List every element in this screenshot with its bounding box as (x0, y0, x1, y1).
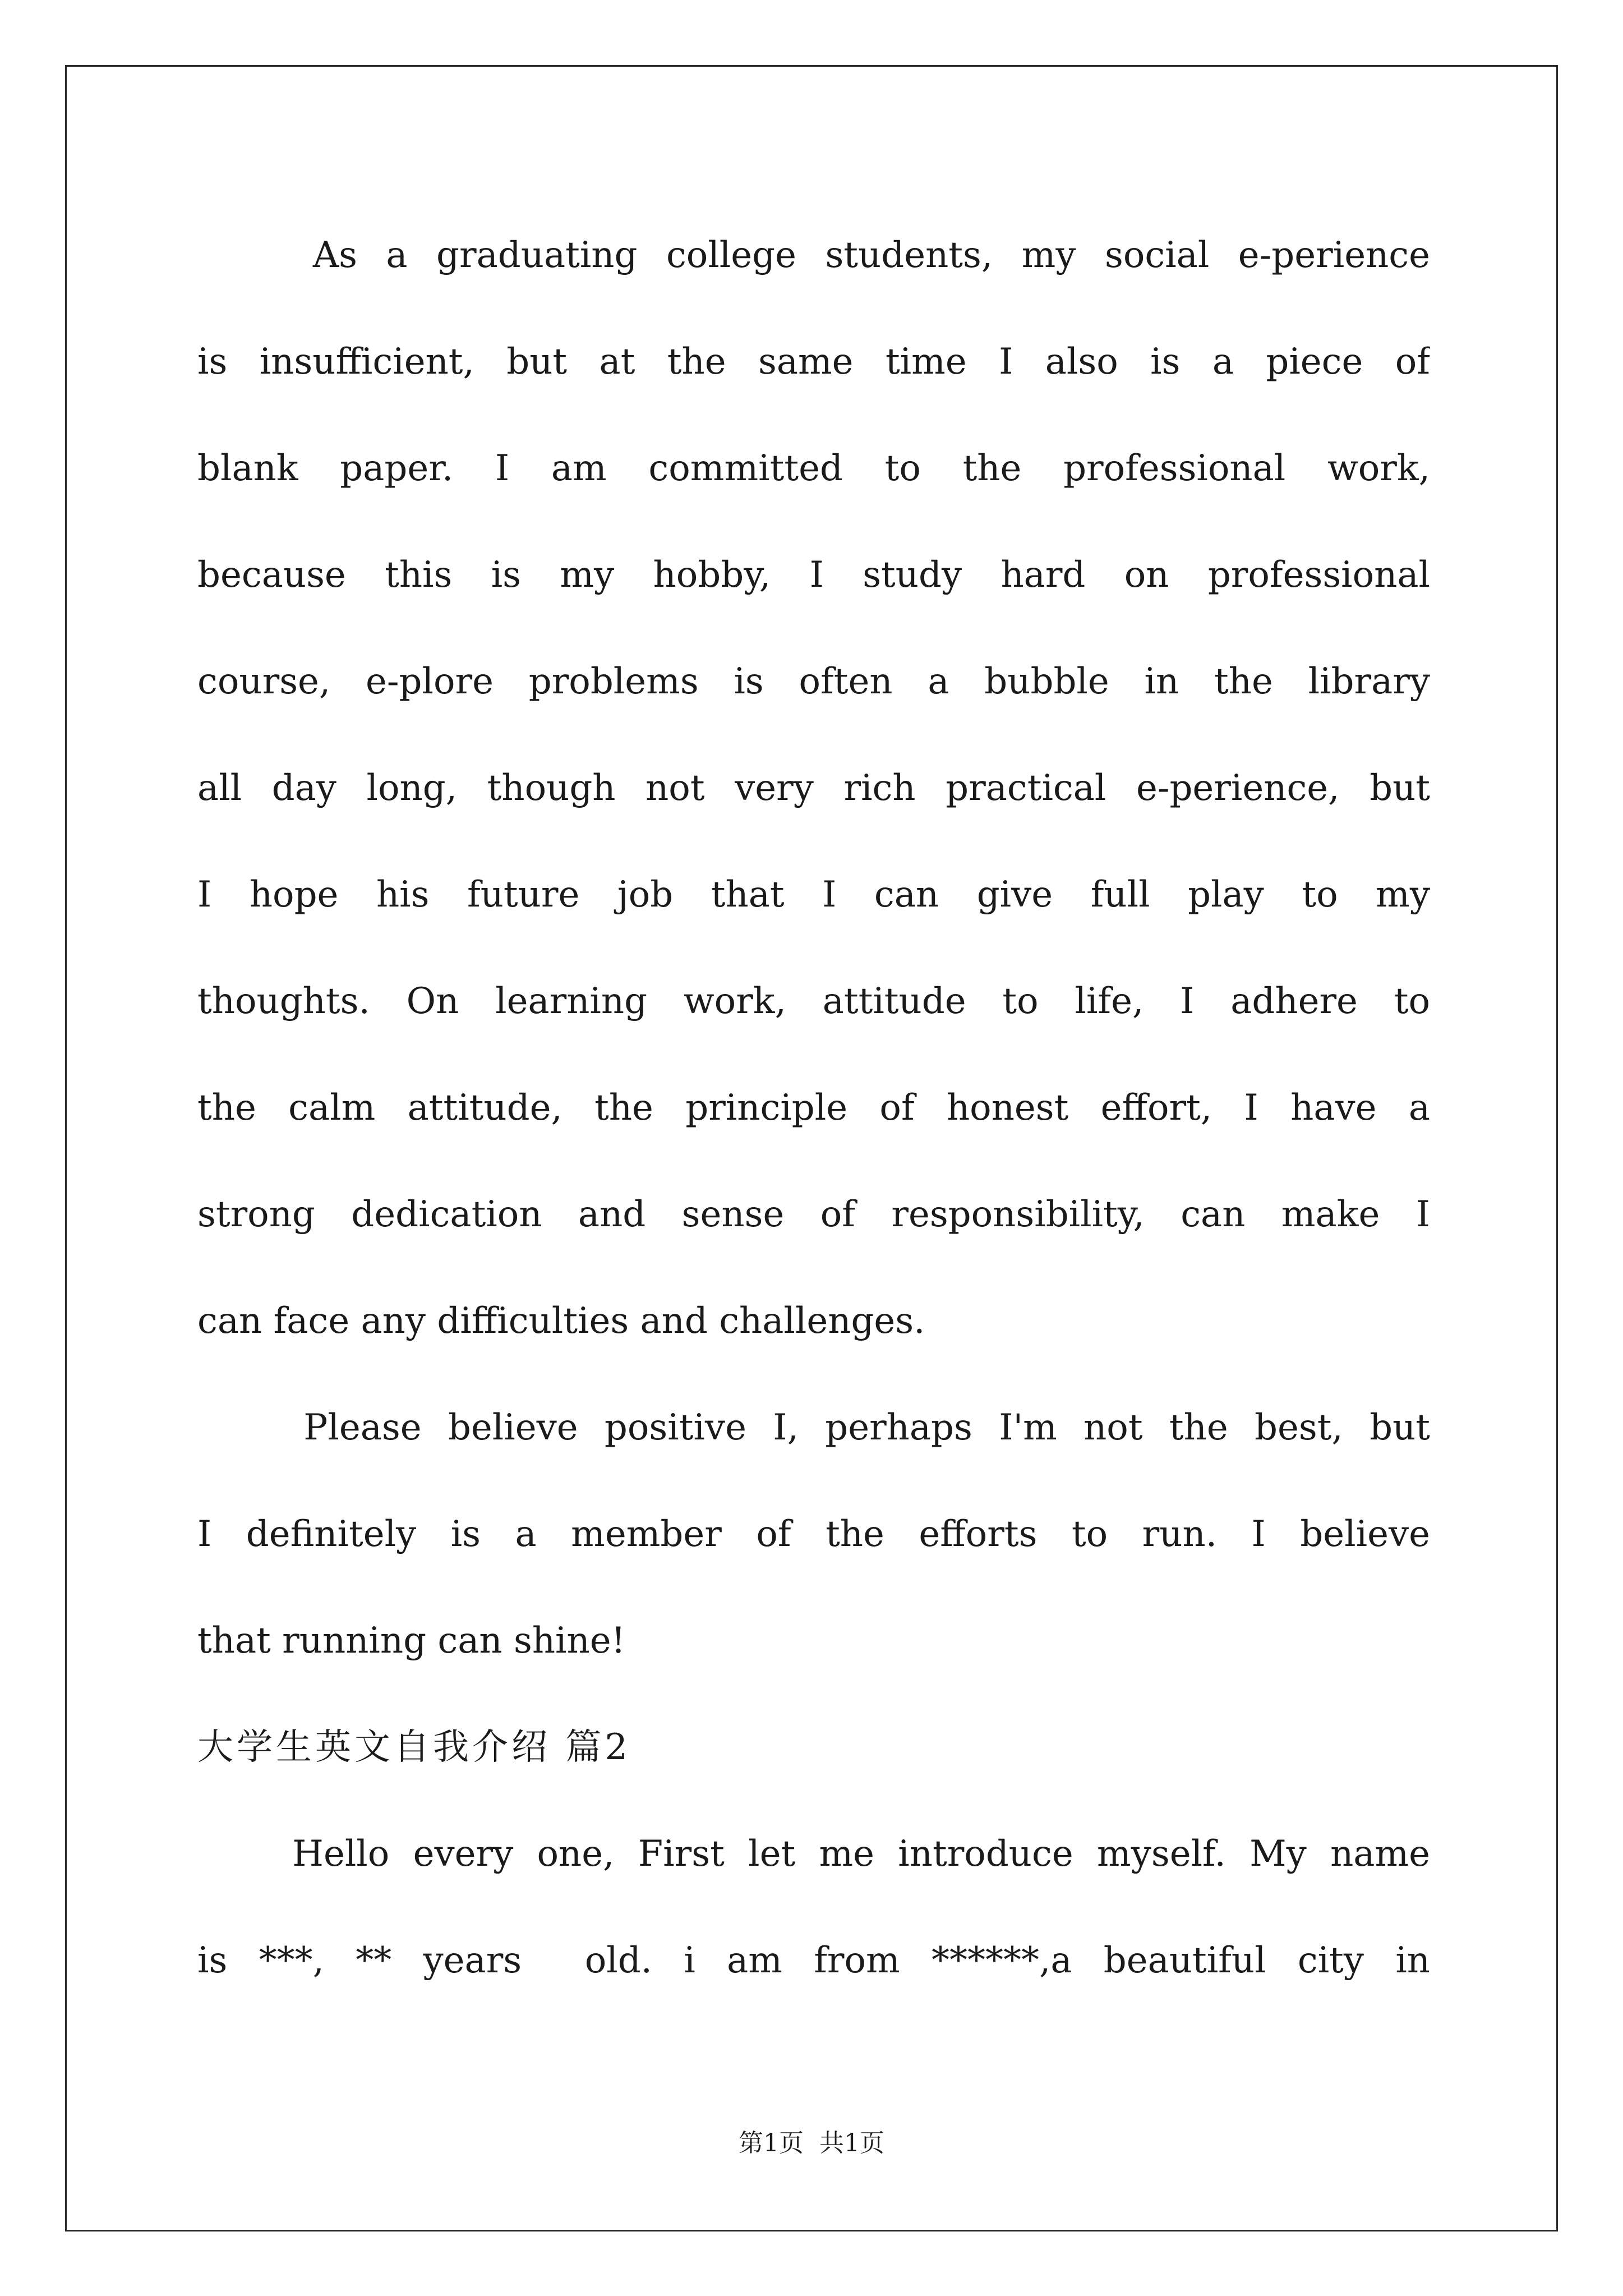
paragraph-1-line: is insufficient, but at the same time I also is a piece of (197, 341, 1430, 383)
paragraph-1-line: because this is my hobby, I study hard on professional (197, 554, 1430, 596)
paragraph-2-line: Please believe positive I, perhaps I'm not the best, but (197, 1407, 1430, 1448)
document-body (197, 224, 1430, 2036)
paragraph-1-line: As a graduating college students, my social e-perience (197, 234, 1430, 276)
paragraph-1-line: can face any difficulties and challenges. (197, 1300, 925, 1342)
paragraph-1-line: course, e-plore problems is often a bubble in the library (197, 661, 1430, 702)
paragraph-2-line: I definitely is a member of the efforts to run. I believe (197, 1513, 1430, 1555)
paragraph-2-line: that running can shine! (197, 1620, 626, 1662)
section-heading: 大学生英文自我介绍 篇2 (197, 1727, 631, 1768)
paragraph-1-line: blank paper. I am committed to the professional work, (197, 448, 1430, 489)
paragraph-3-line: Hello every one, First let me introduce myself. My name (197, 1833, 1430, 1875)
paragraph-1-line: the calm attitude, the principle of honest effort, I have a (197, 1087, 1430, 1129)
page-footer: 第1页 共1页 (739, 2129, 884, 2157)
paragraph-3-line: is ***, ** years old. i am from ******,a beautiful city in (197, 1940, 1430, 1981)
paragraph-1-line: thoughts. On learning work, attitude to life, I adhere to (197, 981, 1430, 1022)
paragraph-1-line: strong dedication and sense of responsibility, can make I (197, 1194, 1430, 1235)
paragraph-1-line: I hope his future job that I can give full play to my (197, 874, 1430, 915)
paragraph-1-line: all day long, though not very rich practical e-perience, but (197, 767, 1430, 809)
